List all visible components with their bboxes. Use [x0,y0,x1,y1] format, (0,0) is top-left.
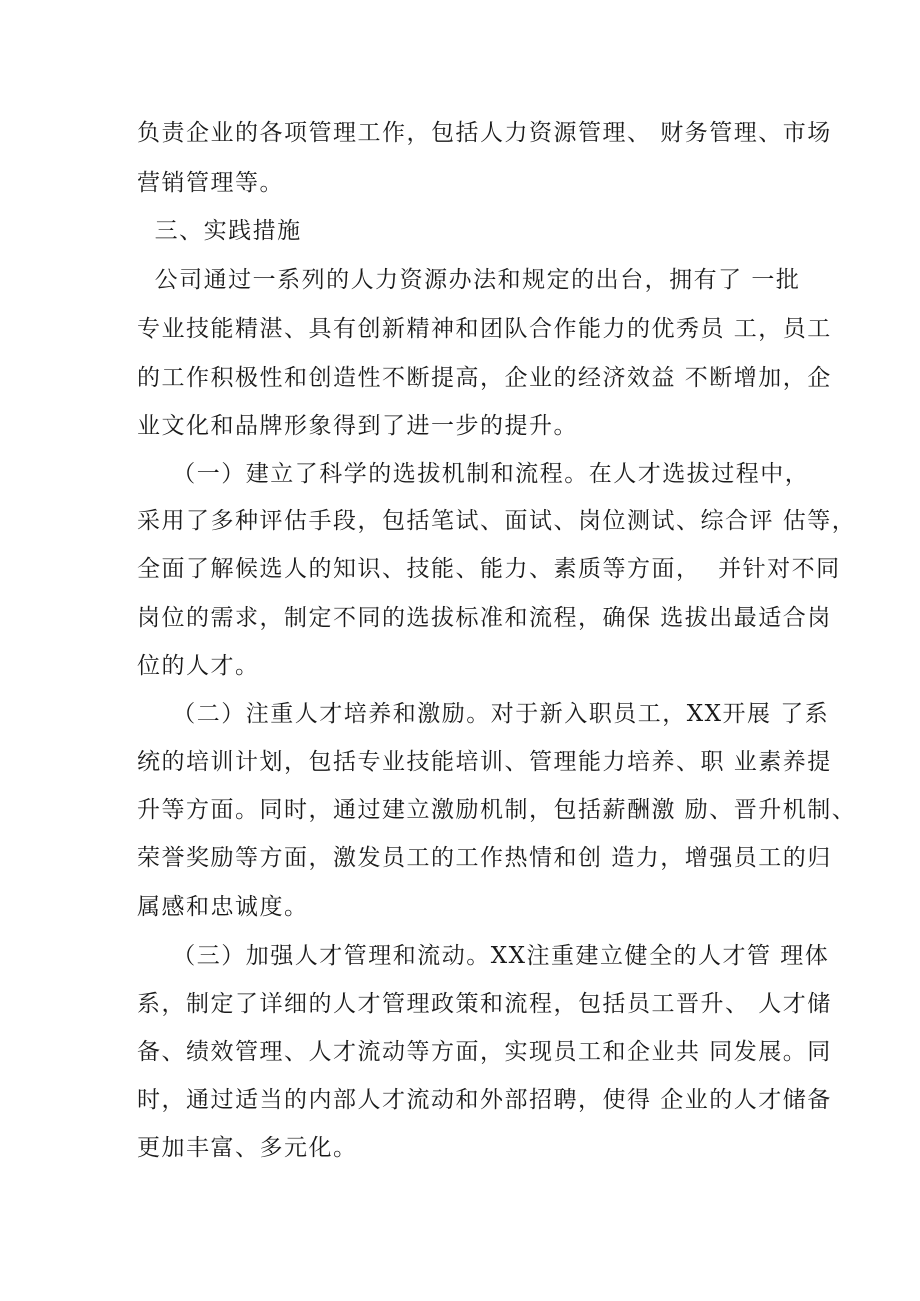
text-line: 全面了解候选人的知识、技能、能力、素质等方面， 并针对不同 [137,556,841,582]
section-heading: 三、实践措施 [137,218,302,244]
text-line: 岗位的需求，制定不同的选拔标准和流程，确保 选拔出最适合岗 [137,605,832,631]
text-line: 系，制定了详细的人才管理政策和流程，包括员工晋升、 人才储 [137,991,832,1017]
text-line: 荣誉奖励等方面，激发员工的工作热情和创 造力，增强员工的归 [137,845,832,871]
text-line: 备、绩效管理、人才流动等方面，实现员工和企业共 同发展。同 [137,1039,832,1065]
text-line: 采用了多种评估手段，包括笔试、面试、岗位测试、综合评 估等， [137,508,857,534]
text-line: 专业技能精湛、具有创新精神和团队合作能力的优秀员 工，员工 [137,316,832,342]
text-line: 升等方面。同时，通过建立激励机制，包括薪酬激 励、晋升机制、 [137,797,857,823]
text-line: （二）注重人才培养和激励。对于新入职员工，XX开展 了系 [137,701,830,727]
text-line: 位的人才。 [137,653,260,679]
text-line: 属感和忠诚度。 [137,894,309,920]
text-line: 时，通过适当的内部人才流动和外部招聘，使得 企业的人才储备 [137,1087,832,1113]
text-line: （三）加强人才管理和流动。XX注重建立健全的人才管 理体 [137,943,830,969]
text-line: 更加丰富、多元化。 [137,1135,358,1161]
text-line: 统的培训计划，包括专业技能培训、管理能力培养、职 业素养提 [137,749,832,775]
text-line: 负责企业的各项管理工作，包括人力资源管理、 财务管理、市场 [137,120,832,146]
text-line: 营销管理等。 [137,170,284,196]
text-line: （一）建立了科学的选拔机制和流程。在人才选拔过程中， [137,461,810,487]
text-line: 公司通过一系列的人力资源办法和规定的出台，拥有了 一批 [137,267,801,293]
text-line: 的工作积极性和创造性不断提高，企业的经济效益 不断增加，企 [137,365,832,391]
text-line: 业文化和品牌形象得到了进一步的提升。 [137,413,578,439]
